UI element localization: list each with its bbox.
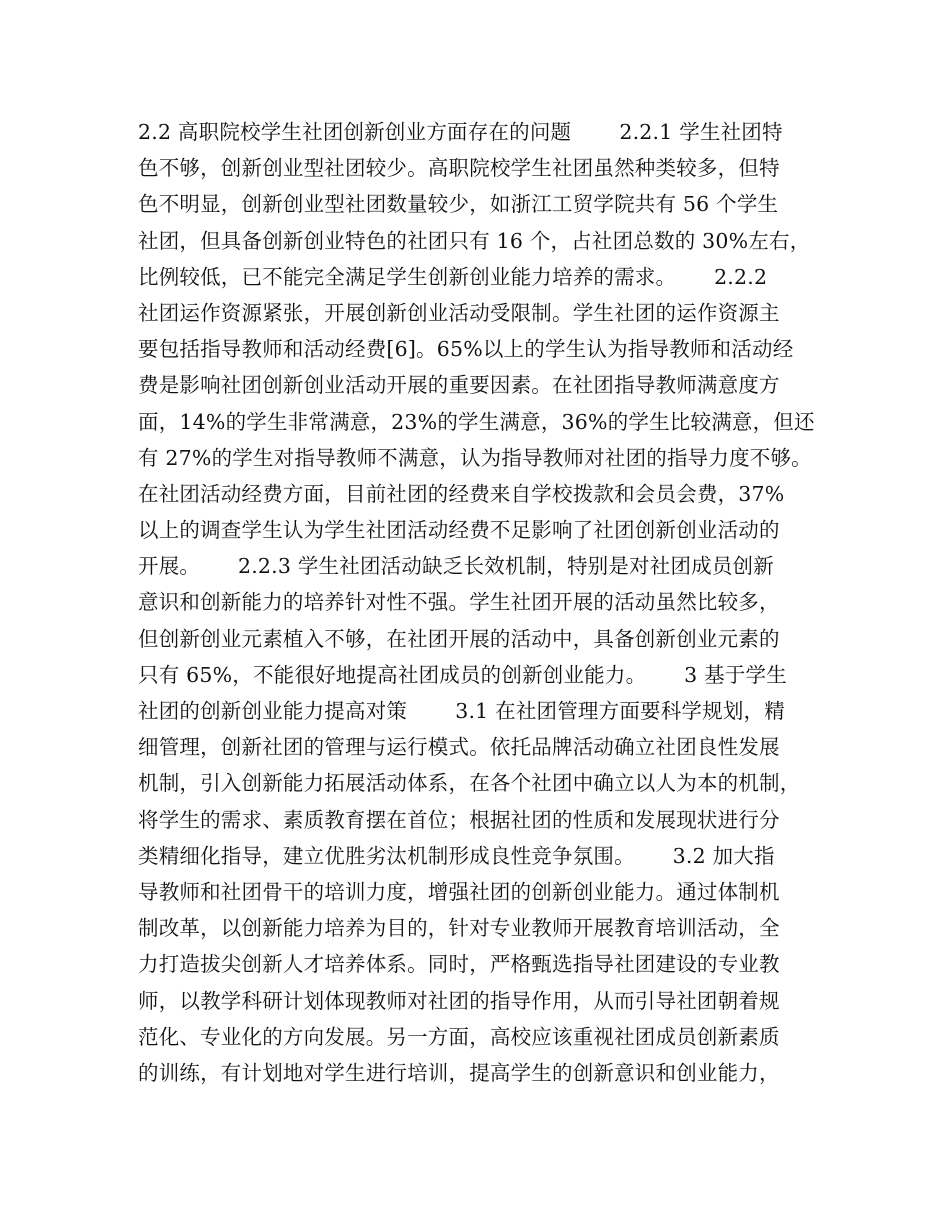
text-line: 机制，引入创新能力拓展活动体系，在各个社团中确立以人为本的机制， [138, 771, 801, 796]
text-line: 范化、专业化的方向发展。另一方面，高校应该重视社团成员创新素质 [138, 1024, 780, 1049]
text-line: 以上的调查学生认为学生社团活动经费不足影响了社团创新创业活动的 [138, 518, 780, 543]
text-line: 导教师和社团骨干的培训力度，增强社团的创新创业能力。通过体制机 [138, 879, 780, 904]
text-line: 师，以教学科研计划体现教师对社团的指导作用，从而引导社团朝着规 [138, 988, 780, 1013]
text-line: 面，14%的学生非常满意，23%的学生满意，36%的学生比较满意，但还 [138, 409, 815, 434]
text-line: 社团的创新创业能力提高对策 3.1 在社团管理方面要科学规划，精 [138, 699, 785, 723]
text-line: 色不够，创新创业型社团较少。高职院校学生社团虽然种类较多，但特 [138, 156, 780, 181]
text-line: 在社团活动经费方面，目前社团的经费来自学校拨款和会员会费，37% [138, 481, 785, 506]
text-line: 将学生的需求、素质教育摆在首位；根据社团的性质和发展现状进行分 [138, 807, 780, 832]
text-line: 有 27%的学生对指导教师不满意，认为指导教师对社团的指导力度不够。 [138, 445, 812, 470]
text-line: 比例较低，已不能完全满足学生创新创业能力培养的需求。 2.2.2 [138, 264, 768, 289]
text-line: 要包括指导教师和活动经费[6]。65%以上的学生认为指导教师和活动经 [138, 337, 794, 362]
text-line: 意识和创新能力的培养针对性不强。学生社团开展的活动虽然比较多， [138, 590, 780, 615]
text-line: 类精细化指导，建立优胜劣汰机制形成良性竞争氛围。 3.2 加大指 [138, 843, 775, 868]
text-line: 的训练，有计划地对学生进行培训，提高学生的创新意识和创业能力， [138, 1060, 780, 1085]
text-line: 费是影响社团创新创业活动开展的重要因素。在社团指导教师满意度方 [138, 373, 780, 398]
text-line: 社团，但具备创新创业特色的社团只有 16 个，占社团总数的 30%左右， [138, 228, 811, 253]
text-line: 社团运作资源紧张，开展创新创业活动受限制。学生社团的运作资源主 [138, 300, 780, 325]
text-line: 细管理，创新社团的管理与运行模式。依托品牌活动确立社团良性发展 [138, 735, 780, 760]
text-line: 只有 65%，不能很好地提高社团成员的创新创业能力。 3 基于学生 [138, 662, 787, 687]
text-line: 力打造拔尖创新人才培养体系。同时，严格甄选指导社团建设的专业教 [138, 952, 780, 977]
text-line: 开展。 2.2.3 学生社团活动缺乏长效机制，特别是对社团成员创新 [138, 554, 774, 579]
text-line: 但创新创业元素植入不够，在社团开展的活动中，具备创新创业元素的 [138, 626, 780, 651]
text-line: 色不明显，创新创业型社团数量较少，如浙江工贸学院共有 56 个学生 [138, 192, 779, 217]
text-line: 制改革，以创新能力培养为目的，针对专业教师开展教育培训活动，全 [138, 916, 780, 941]
body-text [138, 114, 828, 1091]
text-line: 2.2 高职院校学生社团创新创业方面存在的问题 2.2.1 学生社团特 [138, 120, 783, 144]
